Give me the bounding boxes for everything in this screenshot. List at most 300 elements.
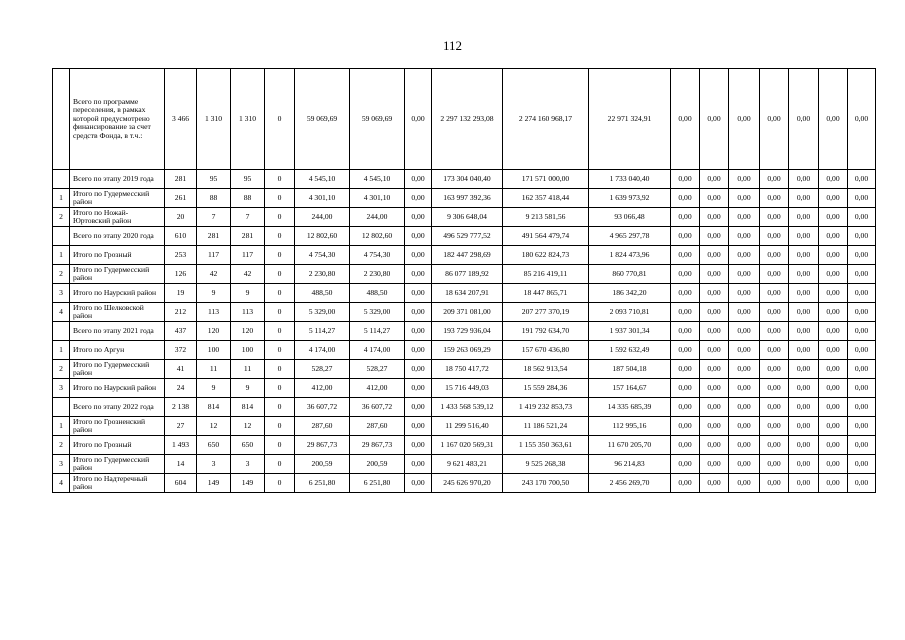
row-number: 2	[53, 436, 70, 455]
cell-c10: 93 066,48	[589, 208, 671, 227]
cell-z4: 0,00	[760, 417, 789, 436]
cell-c4: 0	[265, 474, 295, 493]
row-name: Итого по Гудермесский район	[70, 189, 165, 208]
cell-c3: 9	[231, 284, 265, 303]
cell-c3: 149	[231, 474, 265, 493]
cell-z3: 0,00	[729, 284, 760, 303]
cell-z2: 0,00	[700, 170, 729, 189]
cell-z5: 0,00	[789, 436, 819, 455]
cell-c4: 0	[265, 360, 295, 379]
cell-c7: 0,00	[405, 436, 432, 455]
cell-c6: 36 607,72	[350, 398, 405, 417]
cell-z1: 0,00	[671, 474, 700, 493]
cell-z1: 0,00	[671, 246, 700, 265]
cell-c2: 117	[197, 246, 231, 265]
row-number	[53, 69, 70, 170]
cell-c3: 7	[231, 208, 265, 227]
cell-c4: 0	[265, 170, 295, 189]
cell-c1: 1 493	[165, 436, 197, 455]
cell-c6: 29 867,73	[350, 436, 405, 455]
cell-z5: 0,00	[789, 265, 819, 284]
cell-z4: 0,00	[760, 341, 789, 360]
cell-c1: 2 138	[165, 398, 197, 417]
row-name: Итого по Гудермесский район	[70, 455, 165, 474]
program-total-row	[53, 69, 876, 170]
cell-c9: 11 186 521,24	[503, 417, 589, 436]
cell-z2: 0,00	[700, 341, 729, 360]
cell-c1: 610	[165, 227, 197, 246]
cell-z7: 0,00	[848, 246, 876, 265]
cell-z7: 0,00	[848, 303, 876, 322]
cell-z7: 0,00	[848, 322, 876, 341]
cell-z6: 0,00	[819, 265, 848, 284]
cell-c10: 1 592 632,49	[589, 341, 671, 360]
cell-c7: 0,00	[405, 227, 432, 246]
cell-c6: 5 329,00	[350, 303, 405, 322]
cell-c2: 12	[197, 417, 231, 436]
cell-c5: 12 802,60	[295, 227, 350, 246]
cell-c8: 11 299 516,40	[432, 417, 503, 436]
cell-c8: 9 621 483,21	[432, 455, 503, 474]
cell-c9: 9 525 268,38	[503, 455, 589, 474]
cell-c8: 15 716 449,03	[432, 379, 503, 398]
cell-z4: 0,00	[760, 474, 789, 493]
cell-c4: 0	[265, 322, 295, 341]
cell-c9: 1 419 232 853,73	[503, 398, 589, 417]
cell-c10: 96 214,83	[589, 455, 671, 474]
cell-c6: 6 251,80	[350, 474, 405, 493]
cell-c1: 14	[165, 455, 197, 474]
cell-c9: 18 447 865,71	[503, 284, 589, 303]
cell-z5: 0,00	[789, 417, 819, 436]
cell-c7: 0,00	[405, 284, 432, 303]
cell-c9: 2 274 160 968,17	[503, 69, 589, 170]
cell-c8: 18 750 417,72	[432, 360, 503, 379]
cell-c1: 261	[165, 189, 197, 208]
cell-c9: 191 792 634,70	[503, 322, 589, 341]
cell-c2: 1 310	[197, 69, 231, 170]
cell-z7: 0,00	[848, 360, 876, 379]
row-number: 2	[53, 360, 70, 379]
cell-c4: 0	[265, 284, 295, 303]
cell-z5: 0,00	[789, 227, 819, 246]
cell-z3: 0,00	[729, 170, 760, 189]
cell-c4: 0	[265, 398, 295, 417]
cell-z6: 0,00	[819, 341, 848, 360]
cell-c2: 9	[197, 379, 231, 398]
cell-c6: 4 545,10	[350, 170, 405, 189]
cell-z6: 0,00	[819, 398, 848, 417]
cell-c5: 4 754,30	[295, 246, 350, 265]
cell-c10: 186 342,20	[589, 284, 671, 303]
cell-c4: 0	[265, 417, 295, 436]
cell-z6: 0,00	[819, 436, 848, 455]
cell-z4: 0,00	[760, 455, 789, 474]
cell-z1: 0,00	[671, 379, 700, 398]
district-row	[53, 189, 876, 208]
cell-c9: 207 277 370,19	[503, 303, 589, 322]
cell-z1: 0,00	[671, 398, 700, 417]
cell-z7: 0,00	[848, 398, 876, 417]
cell-z5: 0,00	[789, 208, 819, 227]
cell-c3: 95	[231, 170, 265, 189]
cell-z5: 0,00	[789, 379, 819, 398]
cell-z1: 0,00	[671, 284, 700, 303]
cell-z7: 0,00	[848, 341, 876, 360]
district-row	[53, 265, 876, 284]
cell-z5: 0,00	[789, 455, 819, 474]
cell-c8: 182 447 298,69	[432, 246, 503, 265]
cell-c9: 15 559 284,36	[503, 379, 589, 398]
cell-c8: 86 077 189,92	[432, 265, 503, 284]
cell-c3: 650	[231, 436, 265, 455]
cell-c8: 163 997 392,36	[432, 189, 503, 208]
row-number: 4	[53, 303, 70, 322]
cell-c6: 4 301,10	[350, 189, 405, 208]
cell-z4: 0,00	[760, 398, 789, 417]
cell-c3: 100	[231, 341, 265, 360]
cell-c8: 159 263 069,29	[432, 341, 503, 360]
cell-z4: 0,00	[760, 284, 789, 303]
row-number	[53, 398, 70, 417]
cell-c6: 4 174,00	[350, 341, 405, 360]
cell-c5: 5 329,00	[295, 303, 350, 322]
cell-c5: 287,60	[295, 417, 350, 436]
cell-c1: 212	[165, 303, 197, 322]
cell-c4: 0	[265, 436, 295, 455]
row-name: Итого по Аргун	[70, 341, 165, 360]
cell-c7: 0,00	[405, 246, 432, 265]
stage-total-row	[53, 170, 876, 189]
cell-c7: 0,00	[405, 170, 432, 189]
cell-c3: 42	[231, 265, 265, 284]
row-name: Итого по Надтеречный район	[70, 474, 165, 493]
cell-c9: 85 216 419,11	[503, 265, 589, 284]
cell-c10: 11 670 205,70	[589, 436, 671, 455]
cell-z6: 0,00	[819, 69, 848, 170]
cell-z7: 0,00	[848, 379, 876, 398]
district-row	[53, 436, 876, 455]
cell-c2: 120	[197, 322, 231, 341]
cell-z6: 0,00	[819, 189, 848, 208]
cell-c10: 2 456 269,70	[589, 474, 671, 493]
cell-c10: 1 639 973,92	[589, 189, 671, 208]
cell-z5: 0,00	[789, 303, 819, 322]
cell-c2: 149	[197, 474, 231, 493]
cell-z3: 0,00	[729, 227, 760, 246]
cell-c9: 243 170 700,50	[503, 474, 589, 493]
cell-c5: 528,27	[295, 360, 350, 379]
cell-c6: 488,50	[350, 284, 405, 303]
cell-c3: 120	[231, 322, 265, 341]
cell-c6: 4 754,30	[350, 246, 405, 265]
cell-c7: 0,00	[405, 69, 432, 170]
cell-c5: 2 230,80	[295, 265, 350, 284]
district-row	[53, 379, 876, 398]
district-row	[53, 341, 876, 360]
cell-z3: 0,00	[729, 246, 760, 265]
cell-c2: 9	[197, 284, 231, 303]
cell-z4: 0,00	[760, 208, 789, 227]
cell-c10: 2 093 710,81	[589, 303, 671, 322]
cell-c4: 0	[265, 227, 295, 246]
cell-z7: 0,00	[848, 189, 876, 208]
cell-z6: 0,00	[819, 246, 848, 265]
cell-z3: 0,00	[729, 189, 760, 208]
cell-c6: 244,00	[350, 208, 405, 227]
cell-c3: 1 310	[231, 69, 265, 170]
cell-c10: 157 164,67	[589, 379, 671, 398]
row-name: Итого по Наурский район	[70, 284, 165, 303]
cell-z4: 0,00	[760, 170, 789, 189]
row-number: 3	[53, 455, 70, 474]
cell-c4: 0	[265, 208, 295, 227]
cell-c9: 171 571 000,00	[503, 170, 589, 189]
cell-z7: 0,00	[848, 69, 876, 170]
cell-c1: 24	[165, 379, 197, 398]
cell-c10: 1 733 040,40	[589, 170, 671, 189]
cell-z4: 0,00	[760, 322, 789, 341]
row-number	[53, 322, 70, 341]
cell-c6: 287,60	[350, 417, 405, 436]
cell-z2: 0,00	[700, 455, 729, 474]
cell-c9: 18 562 913,54	[503, 360, 589, 379]
cell-c4: 0	[265, 303, 295, 322]
cell-z6: 0,00	[819, 379, 848, 398]
cell-z4: 0,00	[760, 265, 789, 284]
cell-z7: 0,00	[848, 436, 876, 455]
cell-c8: 496 529 777,52	[432, 227, 503, 246]
cell-z3: 0,00	[729, 379, 760, 398]
stage-total-row	[53, 398, 876, 417]
cell-c8: 9 306 648,04	[432, 208, 503, 227]
cell-z1: 0,00	[671, 265, 700, 284]
row-number: 2	[53, 208, 70, 227]
row-name: Итого по Грозный	[70, 246, 165, 265]
cell-c8: 18 634 207,91	[432, 284, 503, 303]
cell-c4: 0	[265, 265, 295, 284]
cell-z4: 0,00	[760, 379, 789, 398]
cell-c6: 5 114,27	[350, 322, 405, 341]
cell-c8: 245 626 970,20	[432, 474, 503, 493]
row-number: 1	[53, 189, 70, 208]
cell-c4: 0	[265, 455, 295, 474]
district-row	[53, 208, 876, 227]
cell-c2: 7	[197, 208, 231, 227]
cell-z2: 0,00	[700, 474, 729, 493]
cell-c1: 253	[165, 246, 197, 265]
cell-c8: 209 371 081,00	[432, 303, 503, 322]
cell-z1: 0,00	[671, 360, 700, 379]
row-name: Итого по Наурский район	[70, 379, 165, 398]
program-table	[52, 68, 876, 493]
cell-z7: 0,00	[848, 208, 876, 227]
cell-z3: 0,00	[729, 303, 760, 322]
cell-c8: 2 297 132 293,08	[432, 69, 503, 170]
cell-c4: 0	[265, 379, 295, 398]
cell-c5: 4 301,10	[295, 189, 350, 208]
cell-c7: 0,00	[405, 474, 432, 493]
cell-z5: 0,00	[789, 284, 819, 303]
cell-c8: 173 304 040,40	[432, 170, 503, 189]
cell-z1: 0,00	[671, 322, 700, 341]
cell-c10: 4 965 297,78	[589, 227, 671, 246]
cell-c2: 113	[197, 303, 231, 322]
cell-z3: 0,00	[729, 398, 760, 417]
cell-c5: 36 607,72	[295, 398, 350, 417]
cell-z6: 0,00	[819, 284, 848, 303]
cell-z5: 0,00	[789, 341, 819, 360]
cell-z3: 0,00	[729, 436, 760, 455]
cell-c10: 112 995,16	[589, 417, 671, 436]
cell-c3: 11	[231, 360, 265, 379]
cell-c2: 95	[197, 170, 231, 189]
cell-z7: 0,00	[848, 170, 876, 189]
cell-z6: 0,00	[819, 455, 848, 474]
cell-z3: 0,00	[729, 208, 760, 227]
cell-c8: 1 167 020 569,31	[432, 436, 503, 455]
cell-c5: 4 545,10	[295, 170, 350, 189]
cell-z4: 0,00	[760, 436, 789, 455]
cell-z6: 0,00	[819, 227, 848, 246]
cell-z5: 0,00	[789, 360, 819, 379]
row-name: Итого по Гудермесский район	[70, 360, 165, 379]
cell-c7: 0,00	[405, 360, 432, 379]
row-number: 1	[53, 341, 70, 360]
cell-c5: 5 114,27	[295, 322, 350, 341]
row-name: Всего по этапу 2019 года	[70, 170, 165, 189]
row-number: 1	[53, 246, 70, 265]
cell-c6: 200,59	[350, 455, 405, 474]
page-number: 112	[442, 38, 463, 53]
row-name: Итого по Ножай-Юртовский район	[70, 208, 165, 227]
cell-c10: 14 335 685,39	[589, 398, 671, 417]
cell-z6: 0,00	[819, 170, 848, 189]
cell-z2: 0,00	[700, 227, 729, 246]
row-name: Всего по этапу 2021 года	[70, 322, 165, 341]
cell-c1: 126	[165, 265, 197, 284]
cell-c5: 4 174,00	[295, 341, 350, 360]
cell-c5: 244,00	[295, 208, 350, 227]
cell-c9: 491 564 479,74	[503, 227, 589, 246]
cell-c7: 0,00	[405, 265, 432, 284]
cell-c5: 488,50	[295, 284, 350, 303]
cell-z2: 0,00	[700, 284, 729, 303]
cell-z7: 0,00	[848, 474, 876, 493]
cell-z2: 0,00	[700, 360, 729, 379]
cell-z5: 0,00	[789, 170, 819, 189]
cell-z6: 0,00	[819, 360, 848, 379]
cell-z2: 0,00	[700, 265, 729, 284]
cell-c2: 3	[197, 455, 231, 474]
row-name: Итого по Шелковской район	[70, 303, 165, 322]
cell-c3: 12	[231, 417, 265, 436]
cell-c9: 180 622 824,73	[503, 246, 589, 265]
cell-z2: 0,00	[700, 379, 729, 398]
cell-z6: 0,00	[819, 322, 848, 341]
district-row	[53, 360, 876, 379]
cell-c6: 412,00	[350, 379, 405, 398]
row-name: Всего по этапу 2022 года	[70, 398, 165, 417]
cell-c5: 412,00	[295, 379, 350, 398]
cell-z1: 0,00	[671, 227, 700, 246]
cell-c7: 0,00	[405, 322, 432, 341]
cell-c3: 814	[231, 398, 265, 417]
row-number: 4	[53, 474, 70, 493]
cell-z2: 0,00	[700, 189, 729, 208]
cell-z3: 0,00	[729, 341, 760, 360]
cell-c2: 100	[197, 341, 231, 360]
cell-z5: 0,00	[789, 189, 819, 208]
cell-c7: 0,00	[405, 398, 432, 417]
cell-z2: 0,00	[700, 398, 729, 417]
cell-c8: 1 433 568 539,12	[432, 398, 503, 417]
cell-c1: 437	[165, 322, 197, 341]
cell-z2: 0,00	[700, 436, 729, 455]
cell-c5: 29 867,73	[295, 436, 350, 455]
cell-c10: 1 824 473,96	[589, 246, 671, 265]
cell-c6: 12 802,60	[350, 227, 405, 246]
cell-z6: 0,00	[819, 474, 848, 493]
cell-z5: 0,00	[789, 69, 819, 170]
cell-z6: 0,00	[819, 303, 848, 322]
cell-z5: 0,00	[789, 398, 819, 417]
cell-c7: 0,00	[405, 417, 432, 436]
cell-c9: 1 155 350 363,61	[503, 436, 589, 455]
cell-c2: 281	[197, 227, 231, 246]
cell-z7: 0,00	[848, 284, 876, 303]
cell-c4: 0	[265, 189, 295, 208]
cell-z1: 0,00	[671, 208, 700, 227]
row-name: Всего по программе переселения, в рамках которой предусмотрено финансирование за счет средств Фонда, в т.ч.:	[70, 69, 165, 170]
cell-z6: 0,00	[819, 417, 848, 436]
cell-z3: 0,00	[729, 360, 760, 379]
cell-c2: 814	[197, 398, 231, 417]
cell-z3: 0,00	[729, 455, 760, 474]
cell-z4: 0,00	[760, 227, 789, 246]
district-row	[53, 246, 876, 265]
row-number: 1	[53, 417, 70, 436]
cell-z4: 0,00	[760, 189, 789, 208]
cell-c4: 0	[265, 246, 295, 265]
row-name: Всего по этапу 2020 года	[70, 227, 165, 246]
cell-c6: 2 230,80	[350, 265, 405, 284]
cell-z1: 0,00	[671, 170, 700, 189]
cell-c10: 1 937 301,34	[589, 322, 671, 341]
cell-c1: 41	[165, 360, 197, 379]
cell-z3: 0,00	[729, 265, 760, 284]
cell-z7: 0,00	[848, 265, 876, 284]
cell-c1: 372	[165, 341, 197, 360]
row-name: Итого по Грозненский район	[70, 417, 165, 436]
cell-z2: 0,00	[700, 417, 729, 436]
cell-z3: 0,00	[729, 474, 760, 493]
cell-z7: 0,00	[848, 417, 876, 436]
cell-z2: 0,00	[700, 246, 729, 265]
cell-c2: 11	[197, 360, 231, 379]
row-number	[53, 227, 70, 246]
district-row	[53, 474, 876, 493]
cell-c3: 3	[231, 455, 265, 474]
district-row	[53, 417, 876, 436]
cell-c3: 88	[231, 189, 265, 208]
stage-total-row	[53, 322, 876, 341]
district-row	[53, 455, 876, 474]
cell-z1: 0,00	[671, 189, 700, 208]
row-number: 2	[53, 265, 70, 284]
cell-c3: 281	[231, 227, 265, 246]
cell-c3: 113	[231, 303, 265, 322]
